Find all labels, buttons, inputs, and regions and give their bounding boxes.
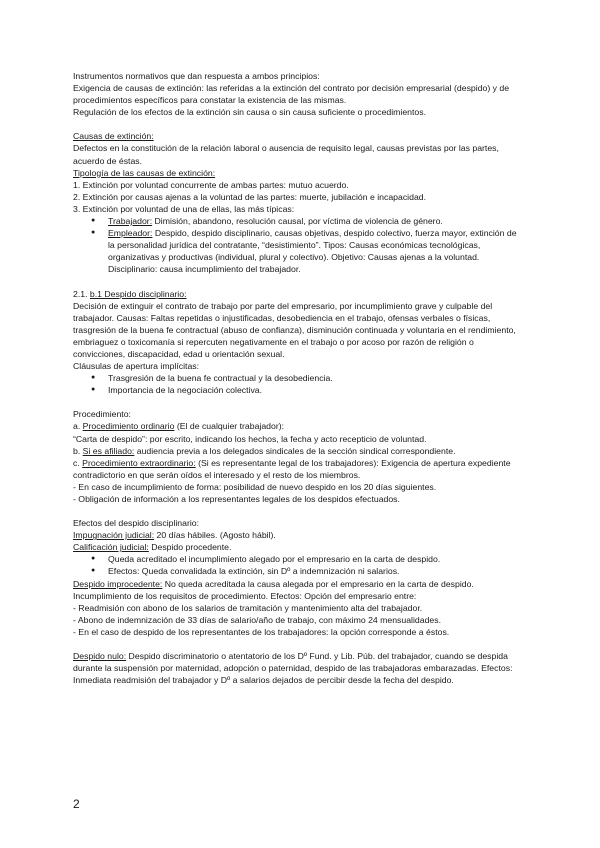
causas-description: Defectos en la constitución de la relación laboral o ausencia de requisito legal, causas previstas por las partes, acuerdo de éstas. bbox=[73, 143, 499, 166]
tipologia-heading: Tipología de las causas de extinción: bbox=[73, 167, 216, 178]
opcion-1: - Readmisión con abono de los salarios de tramitación y mantenimiento alta del trabajador. bbox=[73, 602, 423, 613]
efectos-heading: Efectos del despido disciplinario: bbox=[73, 518, 200, 529]
list-item: ● Importancia de la negociación colectiva. bbox=[91, 384, 525, 396]
despido-improcedente: Despido improcedente: No queda acreditada la causa alegada por el empresario en la carta de despido. Incumplimiento de los requisitos de procedimiento. Efectos: Opción del empresario entre: bbox=[73, 578, 474, 601]
procedimiento-d2: - Obligación de información a los representantes legales de los despidos efectuados. bbox=[73, 494, 400, 504]
calificacion-judicial: Calificación judicial: Despido procedente. bbox=[73, 542, 232, 553]
clausulas-heading: Cláusulas de apertura implícitas: bbox=[73, 361, 200, 372]
list-item: ● Trasgresión de la buena fe contractual y la desobediencia. bbox=[91, 372, 525, 384]
despido-description: Decisión de extinguir el contrato de trabajo por parte del empresario, por incumplimiento grave y culpable del trabajador. Causas: Faltas repetidas o injustificadas, desobediencia en el trabajo, ofensas verbales o físicas, trasgresión de la buena fe contractual (abuso de confianza), disminución continuada y voluntaria en el rendimiento, embriaguez o toxicomanía si repercuten negativamente en el trabajo o por acoso por razón de religión o convicciones, discapacidad, edad u orientación sexual. bbox=[73, 300, 516, 359]
tipologia-item-3: 3. Extinción por voluntad de una de ellas, las más típicas: bbox=[73, 203, 295, 214]
document-body bbox=[73, 70, 525, 686]
carta-despido: “Carta de despido”: por escrito, indicando los hechos, la fecha y acto recepticio de voluntad. bbox=[73, 433, 427, 444]
clausulas-list bbox=[73, 372, 525, 396]
intro-line-2: Exigencia de causas de extinción: las referidas a la extinción del contrato por decisión empresarial (despido) y de procedimientos específicos para constatar la existencia de las mismas. bbox=[73, 83, 510, 106]
trabajador-label: Trabajador: bbox=[108, 216, 153, 227]
causas-heading: Causas de extinción: bbox=[73, 131, 154, 142]
page-number: 2 bbox=[73, 797, 80, 811]
list-item: ● Empleador: Despido, despido disciplinario, causas objetivas, despido colectivo, fuerza mayor, extinción de la personalidad jurídica del contratante, “desistimiento”. Tipos: Causas económicas tecnológicas, organizativas y productivas (individual, plural y colectivo). Objetivo: Causas ajenas a la voluntad. Disciplinario: causa incumplimiento del trabajador. bbox=[91, 227, 525, 275]
voluntad-list bbox=[73, 215, 525, 275]
procedimiento-c: c. Procedimiento extraordinario: (Si es representante legal de los trabajadores): Exigencia de apertura expediente contradictorio en que serán oídos el interesado y el resto de los miembros. bbox=[73, 457, 511, 480]
list-item: ● Queda acreditado el incumplimiento alegado por el empresario en la carta de despido. bbox=[91, 553, 525, 565]
procedimiento-b: b. Si es afiliado: audiencia previa a los delegados sindicales de la sección sindical correspondiente. bbox=[73, 445, 456, 456]
procedimiento-d1: - En caso de incumplimiento de forma: posibilidad de nuevo despido en los 20 días siguientes. bbox=[73, 481, 437, 492]
despido-disciplinario-heading: 2.1. b.1 Despido disciplinario: bbox=[73, 288, 187, 299]
opcion-2: - Abono de indemnización de 33 días de salario/año de trabajo, con máximo 24 mensualidades. bbox=[73, 614, 442, 625]
impugnacion-judicial: Impugnación judicial: 20 días hábiles. (Agosto hábil). bbox=[73, 530, 276, 541]
tipologia-item-2: 2. Extinción por causas ajenas a la voluntad de las partes: muerte, jubilación e incapacidad. bbox=[73, 191, 427, 202]
despido-nulo: Despido nulo: Despido discriminatorio o atentatorio de los Dº Fund. y Lib. Púb. del trabajador, cuando se despida durante la suspensión por maternidad, adopción o paternidad, despido de las trabajadoras embarazadas. Efectos: Inmediata readmisión del trabajador y Dº a salarios dejados de percibir desde la fecha del despido. bbox=[73, 651, 513, 686]
tipologia-item-1: 1. Extinción por voluntad concurrente de ambas partes: mutuo acuerdo. bbox=[73, 179, 349, 190]
procedimiento-heading: Procedimiento: bbox=[73, 409, 131, 420]
list-item: ● Efectos: Queda convalidada la extinción, sin Dº a indemnización ni salarios. bbox=[91, 565, 525, 577]
procedimiento-a: a. Procedimiento ordinario (El de cualquier trabajador): bbox=[73, 421, 285, 432]
procedente-list bbox=[73, 553, 525, 577]
intro-line-1: Instrumentos normativos que dan respuesta a ambos principios: bbox=[73, 71, 320, 81]
opcion-3: - En el caso de despido de los representantes de los trabajadores: la opción corresponde a éstos. bbox=[73, 626, 450, 637]
intro-line-3: Regulación de los efectos de la extinción sin causa o sin causa suficiente o procedimientos. bbox=[73, 107, 427, 118]
list-item: ● Trabajador: Dimisión, abandono, resolución causal, por víctima de violencia de género. bbox=[91, 215, 525, 227]
empleador-label: Empleador: bbox=[108, 228, 153, 239]
